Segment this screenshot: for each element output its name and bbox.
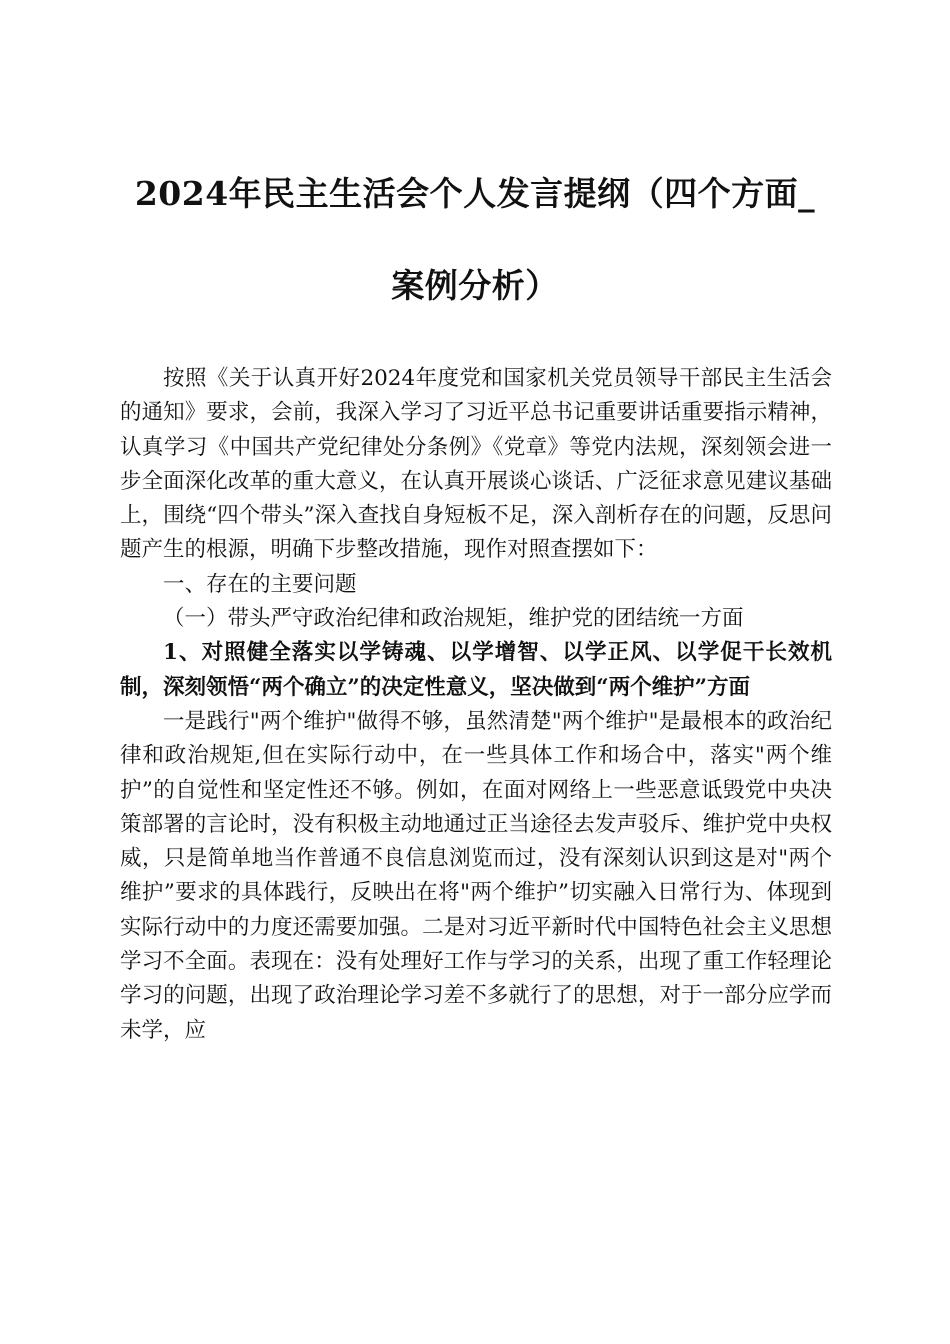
body-paragraph: 一是践行"两个维护"做得不够，虽然清楚"两个维护"是最根本的政治纪律和政治规矩,但在实际行动中，在一些具体工作和场合中，落实"两个维护”的自觉性和坚定性还不够。例如，在面对网络上一些恶意诋毁党中央决策部署的言论时，没有积极主动地通过正当途径去发声驳斥、维护党中央权威，只是简单地当作普通不良信息浏览而过，没有深刻认识到这是对"两个维护”要求的具体践行，反映出在将"两个维护”切实融入日常行为、体现到实际行动中的力度还需要加强。二是对习近平新时代中国特色社会主义思想学习不全面。表现在：没有处理好工作与学习的关系，出现了重工作轻理论学习的问题，出现了政治理论学习差不多就行了的思想，对于一部分应学而未学，应 [120,708,832,1043]
document-title-line-2: 案例分析） [391,266,559,305]
section-heading: 一、存在的主要问题 [163,571,357,597]
subsection-heading: （一）带头严守政治纪律和政治规矩，维护党的团结统一方面 [163,606,744,632]
document-body [120,362,832,1048]
item-heading: 1、对照健全落实以学铸魂、以学增智、以学正风、以学促干长效机制，深刻领悟“两个确立”的决定性意义，坚决做到“两个维护”方面 [120,640,832,700]
document-title-line-1: 2024年民主生活会个人发言提纲（四个方面_ [134,174,816,213]
intro-paragraph: 按照《关于认真开好2024年度党和国家机关党员领导干部民主生活会的通知》要求，会前，我深入学习了习近平总书记重要讲话重要指示精神，认真学习《中国共产党纪律处分条例》《党章》等党内法规，深刻领会进一步全面深化改革的重大意义，在认真开展谈心谈话、广泛征求意见建议基础上，围绕“四个带头”深入查找自身短板不足，深入剖析存在的问题，反思问题产生的根源，明确下步整改措施，现作对照查摆如下： [120,366,832,563]
